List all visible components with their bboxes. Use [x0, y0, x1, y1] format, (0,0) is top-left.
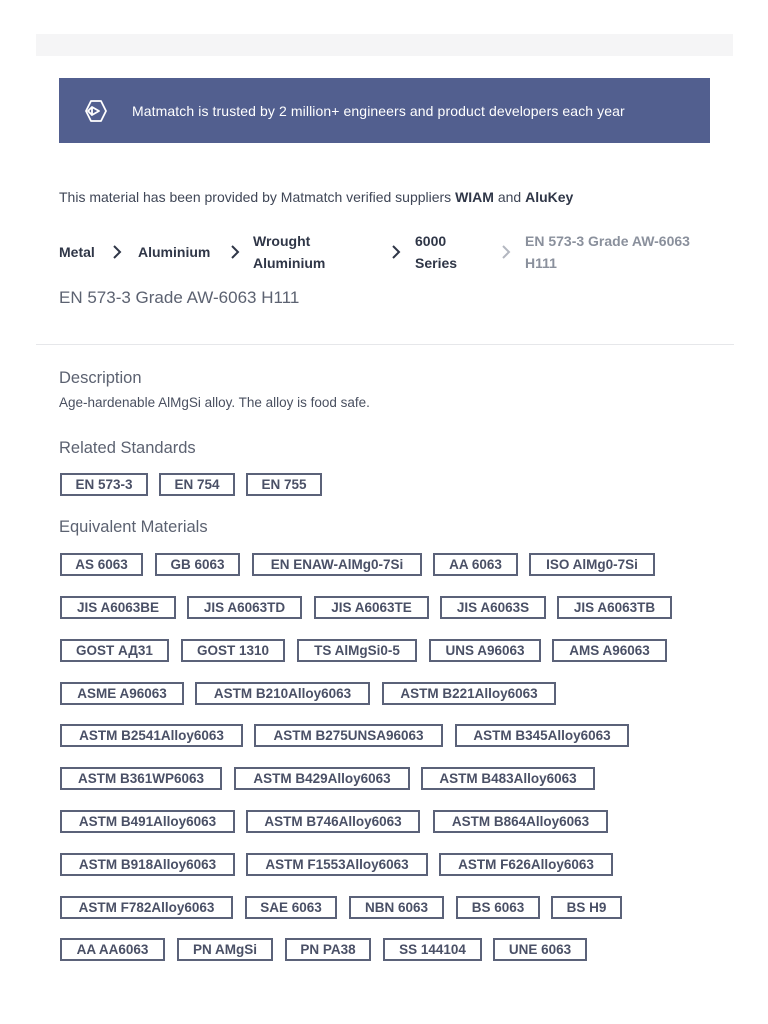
breadcrumb-item-metal[interactable]: Metal [59, 244, 95, 260]
equivalent-material-tag[interactable]: AA 6063 [433, 553, 518, 576]
top-strip [36, 34, 733, 56]
breadcrumb-item-current: EN 573-3 Grade AW-6063 H111 [525, 233, 690, 271]
equivalent-material-tag[interactable]: ASTM B210Alloy6063 [195, 682, 370, 705]
chevron-right-icon [390, 244, 402, 260]
equivalent-material-tag[interactable]: JIS A6063TB [557, 596, 672, 619]
equivalent-material-tag[interactable]: SAE 6063 [245, 896, 337, 919]
equivalent-material-tag[interactable]: ASTM B746Alloy6063 [246, 810, 420, 833]
standard-tag[interactable]: EN 573-3 [60, 473, 148, 496]
breadcrumb-item-aluminium[interactable]: Aluminium [138, 244, 211, 260]
suppliers-prefix: This material has been provided by Matmatch verified suppliers [59, 189, 456, 205]
description-heading: Description [59, 369, 142, 387]
breadcrumb-item-wrought-aluminium[interactable]: Wrought Aluminium [253, 233, 326, 271]
equivalent-material-tag[interactable]: AMS A96063 [552, 639, 667, 662]
suppliers-line [59, 189, 573, 205]
equivalent-material-tag[interactable]: ASTM B483Alloy6063 [421, 767, 595, 790]
equivalent-material-tag[interactable]: ASTM B221Alloy6063 [382, 682, 556, 705]
material-title: EN 573-3 Grade AW-6063 H111 [59, 288, 300, 307]
equivalent-material-tag[interactable]: ASME A96063 [60, 682, 184, 705]
equivalent-material-tag[interactable]: GOST АД31 [60, 639, 169, 662]
standard-tag[interactable]: EN 754 [159, 473, 235, 496]
trust-banner [59, 78, 710, 143]
equivalent-material-tag[interactable]: ASTM F1553Alloy6063 [246, 853, 428, 876]
equivalent-material-tag[interactable]: BS H9 [551, 896, 622, 919]
equivalent-material-tag[interactable]: AA AA6063 [60, 938, 165, 961]
supplier-link-wiam[interactable]: WIAM [455, 189, 494, 205]
chevron-right-icon [500, 244, 512, 260]
breadcrumb-item-6000-series[interactable]: 6000 Series [415, 233, 458, 271]
chevron-right-icon [111, 244, 123, 260]
equivalent-material-tag[interactable]: ASTM B864Alloy6063 [433, 810, 608, 833]
equivalent-material-tag[interactable]: BS 6063 [456, 896, 540, 919]
description-text: Age-hardenable AlMgSi alloy. The alloy is food safe. [59, 395, 370, 410]
equivalent-material-tag[interactable]: JIS A6063S [440, 596, 546, 619]
equivalent-material-tag[interactable]: JIS A6063TE [314, 596, 429, 619]
equivalent-material-tag[interactable]: UNE 6063 [493, 938, 587, 961]
equivalent-material-tag[interactable]: ASTM B2541Alloy6063 [60, 724, 243, 747]
equivalent-material-tag[interactable]: ASTM B491Alloy6063 [60, 810, 235, 833]
equivalent-material-tag[interactable]: AS 6063 [60, 553, 143, 576]
equivalent-material-tag[interactable]: ISO AlMg0-7Si [529, 553, 655, 576]
supplier-link-alukey[interactable]: AluKey [525, 189, 574, 205]
equivalent-material-tag[interactable]: JIS A6063TD [187, 596, 302, 619]
suppliers-joiner: and [493, 189, 526, 205]
hexagon-cube-icon [82, 98, 108, 124]
equivalent-material-tag[interactable]: ASTM B429Alloy6063 [234, 767, 410, 790]
equivalent-material-tag[interactable]: PN PA38 [285, 938, 371, 961]
section-divider [36, 344, 734, 345]
equivalent-material-tag[interactable]: EN ENAW-AlMg0-7Si [252, 553, 422, 576]
equivalent-material-tag[interactable]: TS AlMgSi0-5 [297, 639, 417, 662]
equivalent-material-tag[interactable]: JIS A6063BE [60, 596, 176, 619]
chevron-right-icon [229, 244, 241, 260]
equivalent-material-tag[interactable]: PN AMgSi [177, 938, 273, 961]
equivalent-material-tag[interactable]: ASTM B918Alloy6063 [60, 853, 235, 876]
equivalent-material-tag[interactable]: ASTM F782Alloy6063 [60, 896, 233, 919]
equivalent-materials-heading: Equivalent Materials [59, 518, 208, 536]
standard-tag[interactable]: EN 755 [246, 473, 322, 496]
related-standards-heading: Related Standards [59, 439, 196, 457]
equivalent-material-tag[interactable]: UNS A96063 [429, 639, 541, 662]
banner-text: Matmatch is trusted by 2 million+ engineers and product developers each year [132, 102, 625, 119]
equivalent-material-tag[interactable]: ASTM F626Alloy6063 [439, 853, 613, 876]
equivalent-material-tag[interactable]: ASTM B361WP6063 [60, 767, 222, 790]
equivalent-material-tag[interactable]: GOST 1310 [181, 639, 285, 662]
equivalent-material-tag[interactable]: SS 144104 [383, 938, 482, 961]
equivalent-material-tag[interactable]: ASTM B345Alloy6063 [455, 724, 629, 747]
equivalent-material-tag[interactable]: GB 6063 [155, 553, 240, 576]
equivalent-material-tag[interactable]: ASTM B275UNSA96063 [254, 724, 443, 747]
equivalent-material-tag[interactable]: NBN 6063 [349, 896, 444, 919]
